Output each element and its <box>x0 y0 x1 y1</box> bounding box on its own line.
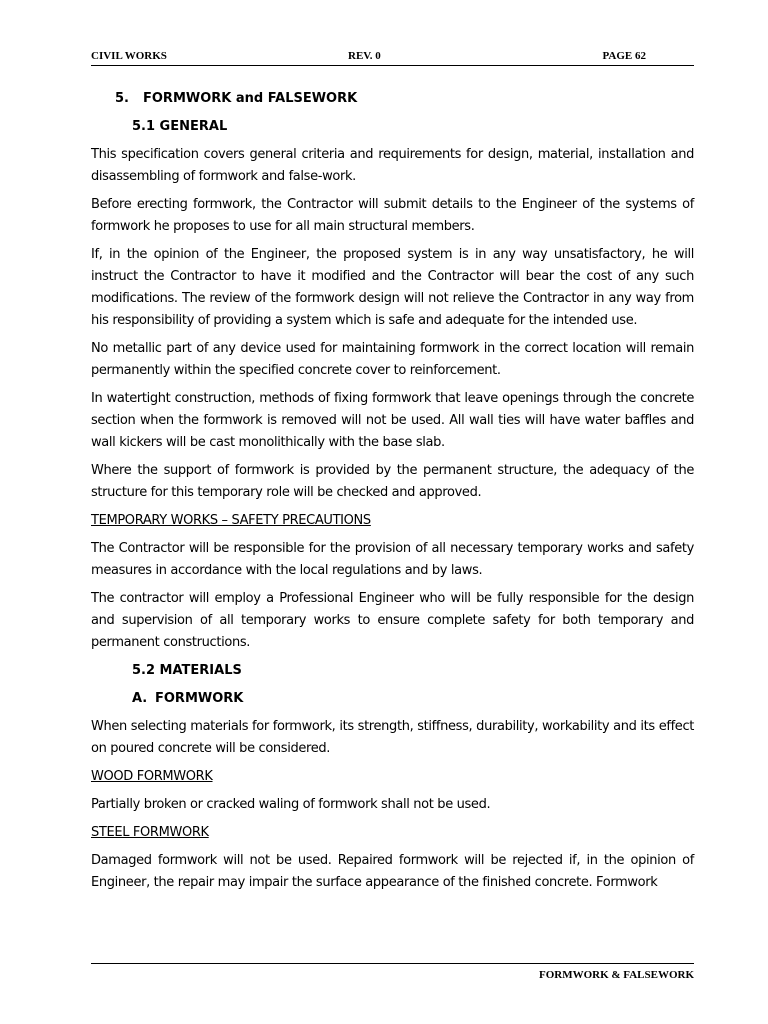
paragraph: This specification covers general criteria and requirements for design, material, installation and disassembling of formwork and false-work. <box>91 147 694 184</box>
item-heading-formwork <box>91 688 694 710</box>
paragraph: When selecting materials for formwork, its strength, stiffness, durability, workability and its effect on poured concrete will be considered. <box>91 719 694 756</box>
paragraph: Before erecting formwork, the Contractor will submit details to the Engineer of the systems of formwork he proposes to use for all main structural members. <box>91 197 694 234</box>
page-content <box>91 88 694 900</box>
section-title: FORMWORK and FALSEWORK <box>143 91 358 106</box>
subsection-heading-materials: 5.2 MATERIALS <box>132 663 242 678</box>
header-left: CIVIL WORKS <box>91 50 167 62</box>
subsection-heading-general: 5.1 GENERAL <box>132 119 228 134</box>
paragraph: If, in the opinion of the Engineer, the proposed system is in any way unsatisfactory, he will instruct the Contractor to have it modified and the Contractor will bear the cost of any such modifications. The review of the formwork design will not relieve the Contractor in any way from his responsibility of providing a system which is safe and adequate for the intended use. <box>91 247 694 328</box>
paragraph: Partially broken or cracked waling of formwork shall not be used. <box>91 797 491 812</box>
page-footer: FORMWORK & FALSEWORK <box>91 963 694 981</box>
page-header <box>91 49 694 66</box>
subheading-temporary-works: TEMPORARY WORKS – SAFETY PRECAUTIONS <box>91 513 371 528</box>
paragraph: The Contractor will be responsible for the provision of all necessary temporary works and safety measures in accordance with the local regulations and by laws. <box>91 541 694 578</box>
paragraph: Where the support of formwork is provided by the permanent structure, the adequacy of the structure for this temporary role will be checked and approved. <box>91 463 694 500</box>
subheading-steel-formwork: STEEL FORMWORK <box>91 825 209 840</box>
paragraph: In watertight construction, methods of fixing formwork that leave openings through the concrete section when the formwork is removed will not be used. All wall ties will have water baffles and wall kickers will be cast monolithically with the base slab. <box>91 391 694 450</box>
item-letter: A. <box>132 691 148 706</box>
section-heading <box>91 88 694 110</box>
paragraph: Damaged formwork will not be used. Repaired formwork will be rejected if, in the opinion of Engineer, the repair may impair the surface appearance of the finished concrete. Formwork <box>91 853 694 890</box>
paragraph: No metallic part of any device used for maintaining formwork in the correct location will remain permanently within the specified concrete cover to reinforcement. <box>91 341 694 378</box>
header-revision: REV. 0 <box>348 50 381 62</box>
section-number: 5. <box>115 91 129 106</box>
paragraph: The contractor will employ a Professional Engineer who will be fully responsible for the design and supervision of all temporary works to ensure complete safety for both temporary and permanent constructions. <box>91 591 694 650</box>
item-title: FORMWORK <box>155 691 244 706</box>
header-page-number: PAGE 62 <box>602 50 646 62</box>
subheading-wood-formwork: WOOD FORMWORK <box>91 769 213 784</box>
